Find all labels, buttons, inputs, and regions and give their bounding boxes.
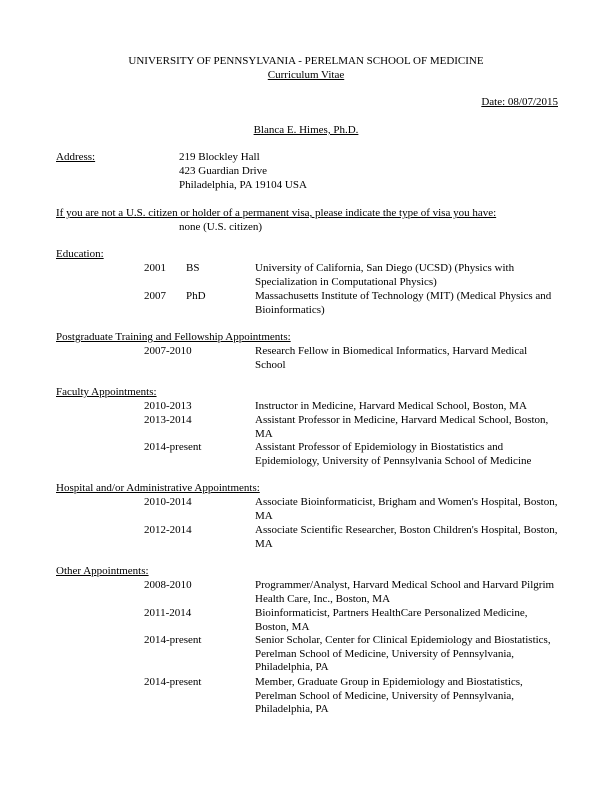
faculty-year: 2014-present bbox=[144, 441, 202, 453]
faculty-label: Faculty Appointments: bbox=[56, 386, 157, 398]
hospital-desc: Associate Bioinformaticist, Brigham and Women's Hospital, Boston, MA bbox=[255, 496, 558, 522]
other-year: 2011-2014 bbox=[144, 607, 192, 619]
faculty-desc: Instructor in Medicine, Harvard Medical School, Boston, MA bbox=[255, 400, 527, 412]
education-degree: BS bbox=[186, 262, 200, 274]
other-desc: Programmer/Analyst, Harvard Medical School and Harvard Pilgrim Health Care, Inc., Boston, MA bbox=[255, 579, 555, 605]
education-desc: University of California, San Diego (UCSD) (Physics with Specialization in Computational Physics) bbox=[255, 262, 515, 288]
other-desc: Senior Scholar, Center for Clinical Epidemiology and Biostatistics, Perelman School of Medicine, University of Pennsylvania, Philadelphia, PA bbox=[255, 634, 551, 673]
visa-question: If you are not a U.S. citizen or holder of a permanent visa, please indicate the type of visa you have: bbox=[56, 207, 497, 219]
document-type: Curriculum Vitae bbox=[267, 69, 345, 81]
education-label: Education: bbox=[56, 248, 104, 260]
other-year: 2008-2010 bbox=[144, 579, 192, 591]
faculty-year: 2013-2014 bbox=[144, 414, 192, 426]
person-name: Blanca E. Himes, Ph.D. bbox=[253, 124, 359, 136]
address-line-1: 219 Blockley Hall bbox=[179, 151, 260, 163]
hospital-label: Hospital and/or Administrative Appointments: bbox=[56, 482, 260, 494]
postgrad-year: 2007-2010 bbox=[144, 345, 192, 357]
address-line-3: Philadelphia, PA 19104 USA bbox=[179, 179, 307, 191]
faculty-year: 2010-2013 bbox=[144, 400, 192, 412]
hospital-year: 2012-2014 bbox=[144, 524, 192, 536]
other-desc: Member, Graduate Group in Epidemiology and Biostatistics, Perelman School of Medicine, University of Pennsylvania, Philadelphia, PA bbox=[255, 676, 523, 715]
postgrad-label: Postgraduate Training and Fellowship Appointments: bbox=[56, 331, 291, 343]
other-year: 2014-present bbox=[144, 634, 202, 646]
visa-answer: none (U.S. citizen) bbox=[179, 221, 263, 233]
other-year: 2014-present bbox=[144, 676, 202, 688]
cv-date: Date: 08/07/2015 bbox=[481, 96, 558, 108]
other-desc: Bioinformaticist, Partners HealthCare Personalized Medicine, Boston, MA bbox=[255, 607, 528, 633]
faculty-desc: Assistant Professor of Epidemiology in Biostatistics and Epidemiology, University of Pennsylvania School of Medicine bbox=[255, 441, 532, 467]
address-label: Address: bbox=[56, 151, 96, 163]
education-year: 2007 bbox=[144, 290, 166, 302]
postgrad-desc: Research Fellow in Biomedical Informatics, Harvard Medical School bbox=[255, 345, 528, 371]
education-desc: Massachusetts Institute of Technology (MIT) (Medical Physics and Bioinformatics) bbox=[255, 290, 552, 316]
institution-title: UNIVERSITY OF PENNSYLVANIA - PERELMAN SCHOOL OF MEDICINE bbox=[128, 55, 484, 67]
address-line-2: 423 Guardian Drive bbox=[179, 165, 267, 177]
education-year: 2001 bbox=[144, 262, 166, 274]
hospital-desc: Associate Scientific Researcher, Boston Children's Hospital, Boston, MA bbox=[255, 524, 558, 550]
hospital-year: 2010-2014 bbox=[144, 496, 192, 508]
other-label: Other Appointments: bbox=[56, 565, 149, 577]
faculty-desc: Assistant Professor in Medicine, Harvard Medical School, Boston, MA bbox=[255, 414, 549, 440]
education-degree: PhD bbox=[186, 290, 206, 302]
